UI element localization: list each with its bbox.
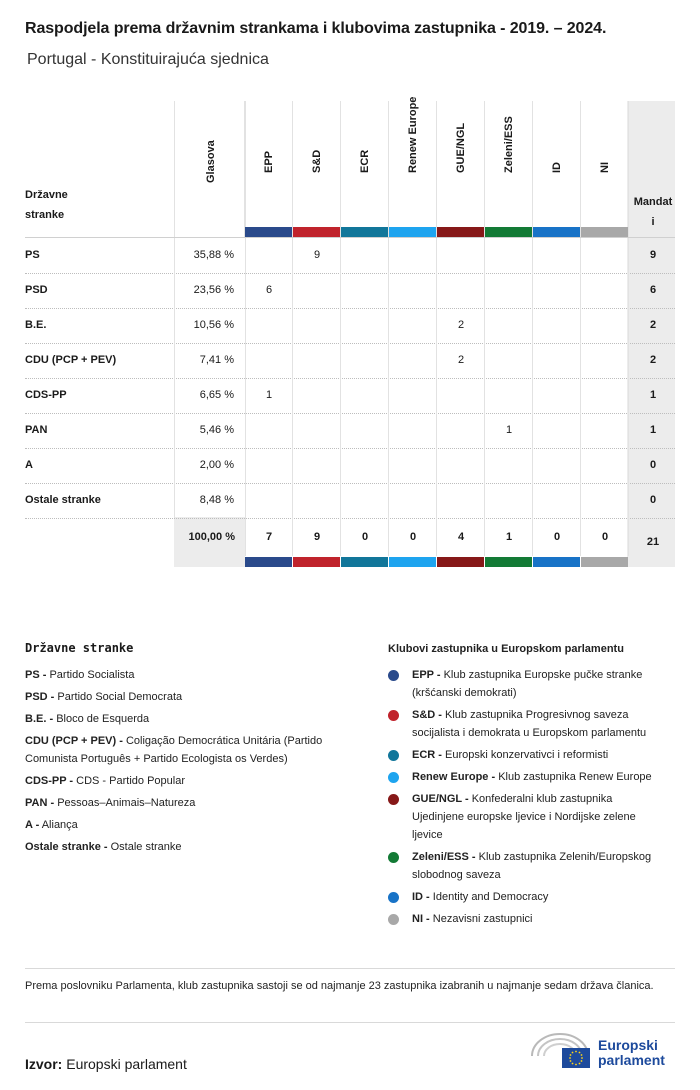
seat-count <box>533 448 581 483</box>
seat-count <box>581 448 629 483</box>
seat-count: 9 <box>313 249 321 261</box>
column-divider <box>174 273 175 308</box>
seat-count: 1 <box>505 424 513 436</box>
party-column-header <box>25 185 68 225</box>
party-full-name: Bloco de Esquerda <box>56 713 150 725</box>
column-divider <box>436 101 437 237</box>
seat-count <box>293 273 341 308</box>
group-full-name: Klub zastupnika Progresivnog saveza <box>445 709 629 721</box>
table-row <box>25 448 675 484</box>
source-value: Europski parlament <box>66 1056 187 1072</box>
group-abbr: EPP - <box>412 669 441 681</box>
group-legend-item <box>412 746 682 764</box>
group-color-dot <box>388 750 399 761</box>
group-full-name: Klub zastupnika Zelenih/Europskog <box>478 851 652 863</box>
table-row <box>25 413 675 449</box>
group-color-bar <box>437 227 484 237</box>
seat-count: 6 <box>265 284 273 296</box>
party-abbr: Ostale stranke - <box>25 841 108 853</box>
party-abbr: A - <box>25 819 40 831</box>
footnote: Prema poslovniku Parlamenta, klub zastupnika sastoji se od najmanje 23 zastupnika izabranih u najmanje sedam država članica. <box>25 980 654 992</box>
group-total: 9 <box>313 531 321 543</box>
seat-count <box>437 413 485 448</box>
party-name: B.E. <box>25 319 47 331</box>
seat-count <box>341 378 389 413</box>
mandates-header-line: i <box>651 216 655 228</box>
vote-share: 7,41 % <box>199 354 234 366</box>
group-color-dot <box>388 794 399 805</box>
seat-count <box>245 483 293 518</box>
column-divider <box>532 101 533 237</box>
seat-count <box>533 343 581 378</box>
mandate-total: 9 <box>649 249 657 261</box>
seat-count <box>437 448 485 483</box>
table-row <box>25 343 675 379</box>
party-abbr: PAN - <box>25 797 55 809</box>
group-full-name-cont: (kršćanski demokrati) <box>412 687 517 699</box>
seat-count <box>581 378 629 413</box>
seat-count <box>293 378 341 413</box>
group-full-name: Klub zastupnika Renew Europe <box>498 771 652 783</box>
source-label: Izvor: <box>25 1056 63 1072</box>
party-full-name: Aliança <box>41 819 78 831</box>
vote-share: 10,56 % <box>193 319 234 331</box>
seat-count <box>389 238 437 273</box>
seat-count <box>389 343 437 378</box>
seat-count <box>341 308 389 343</box>
vote-share: 6,65 % <box>199 389 234 401</box>
party-full-name: CDS - Partido Popular <box>76 775 185 787</box>
group-abbr: NI - <box>412 913 430 925</box>
group-abbr: Zeleni/ESS - <box>412 851 476 863</box>
seat-count <box>341 273 389 308</box>
group-color-dot <box>388 670 399 681</box>
seat-count <box>293 413 341 448</box>
seat-count <box>485 378 533 413</box>
party-full-name-cont: Comunista Português + Partido Ecologista os Verdes) <box>25 753 288 765</box>
seat-count <box>533 238 581 273</box>
source-line <box>25 1056 187 1072</box>
mandate-total: 2 <box>649 354 657 366</box>
column-divider <box>174 101 175 237</box>
group-color-dot <box>388 914 399 925</box>
divider <box>25 1022 675 1023</box>
seat-count <box>485 483 533 518</box>
group-color-bar <box>533 227 580 237</box>
group-color-bar <box>293 227 340 237</box>
party-full-name: Coligação Democrática Unitária (Partido <box>125 735 323 747</box>
group-color-bar <box>245 227 292 237</box>
seat-count <box>389 273 437 308</box>
group-header-epp: EPP <box>263 150 275 173</box>
mandate-total: 6 <box>649 284 657 296</box>
group-full-name: Nezavisni zastupnici <box>432 913 533 925</box>
seat-count <box>293 448 341 483</box>
group-color-bar <box>485 557 532 567</box>
table-row <box>25 378 675 414</box>
group-header-ni: NI <box>599 162 611 173</box>
ep-logo <box>528 1030 678 1075</box>
total-vote-share: 100,00 % <box>188 531 235 543</box>
page-subtitle: Portugal - Konstituirajuća sjednica <box>27 51 269 68</box>
group-total: 1 <box>505 531 513 543</box>
hemicycle-logo-icon <box>528 1030 592 1072</box>
seat-count <box>245 413 293 448</box>
vote-share: 5,46 % <box>199 424 234 436</box>
group-abbr: GUE/NGL - <box>412 793 469 805</box>
group-color-bar <box>293 557 340 567</box>
vote-share: 2,00 % <box>199 459 234 471</box>
vote-share: 23,56 % <box>193 284 234 296</box>
seat-count: 2 <box>457 319 465 331</box>
seat-count <box>293 308 341 343</box>
grand-total: 21 <box>646 536 660 548</box>
mandates-header <box>629 192 677 232</box>
group-legend-item <box>412 790 682 844</box>
party-name: PS <box>25 249 40 261</box>
seat-count <box>485 238 533 273</box>
seat-count <box>389 413 437 448</box>
party-full-name: Partido Social Democrata <box>57 691 183 703</box>
group-abbr: Renew Europe - <box>412 771 496 783</box>
seat-count <box>533 413 581 448</box>
column-divider <box>580 101 581 237</box>
group-color-dot <box>388 710 399 721</box>
group-color-dot <box>388 892 399 903</box>
column-divider <box>340 101 341 237</box>
group-color-dot <box>388 772 399 783</box>
group-legend-item <box>412 848 682 884</box>
divider <box>25 968 675 969</box>
party-header-line: Državne <box>25 189 68 201</box>
party-legend-item <box>25 688 365 706</box>
group-header-guengl: GUE/NGL <box>455 122 467 173</box>
seat-count <box>389 378 437 413</box>
party-legend-item <box>25 666 365 684</box>
column-divider <box>388 101 389 237</box>
table-row <box>25 483 675 519</box>
seat-count <box>293 483 341 518</box>
party-full-name: Partido Socialista <box>49 669 135 681</box>
groups-legend-title: Klubovi zastupnika u Europskom parlamentu <box>388 643 624 655</box>
group-color-dot <box>388 852 399 863</box>
seat-count <box>293 343 341 378</box>
party-name: PSD <box>25 284 48 296</box>
party-abbr: CDS-PP - <box>25 775 74 787</box>
seat-count <box>341 413 389 448</box>
seat-count <box>485 343 533 378</box>
group-total: 0 <box>601 531 609 543</box>
seat-count: 2 <box>457 354 465 366</box>
party-name: CDU (PCP + PEV) <box>25 354 117 366</box>
group-total: 7 <box>265 531 273 543</box>
seat-count <box>245 343 293 378</box>
seat-count <box>341 483 389 518</box>
table-row <box>25 273 675 309</box>
seat-count: 1 <box>265 389 273 401</box>
party-full-name: Pessoas–Animais–Natureza <box>57 797 196 809</box>
mandate-total: 0 <box>649 459 657 471</box>
mandates-header-line: Mandat <box>633 196 673 208</box>
group-header-sd: S&D <box>311 149 323 173</box>
seat-count <box>485 308 533 343</box>
vote-share: 8,48 % <box>199 494 234 506</box>
group-color-bar <box>341 557 388 567</box>
seat-count <box>485 273 533 308</box>
vote-share: 35,88 % <box>193 249 234 261</box>
group-legend-item <box>412 910 682 928</box>
group-total: 4 <box>457 531 465 543</box>
column-divider <box>174 413 175 448</box>
mandate-total: 0 <box>649 494 657 506</box>
seat-count <box>245 308 293 343</box>
seat-count <box>533 378 581 413</box>
group-header-reneweurope: Renew Europe <box>407 96 419 173</box>
seat-count <box>581 308 629 343</box>
column-divider <box>245 101 246 237</box>
group-header-zeleniess: Zeleni/ESS <box>503 116 515 173</box>
group-color-bar <box>245 557 292 567</box>
group-full-name: Identity and Democracy <box>432 891 549 903</box>
group-total: 0 <box>553 531 561 543</box>
mandate-total: 1 <box>649 389 657 401</box>
group-full-name-cont: slobodnog saveza <box>412 869 501 881</box>
party-abbr: CDU (PCP + PEV) - <box>25 735 123 747</box>
group-full-name: Konfederalni klub zastupnika <box>471 793 613 805</box>
group-legend-item <box>412 666 682 702</box>
party-legend-item <box>25 772 365 790</box>
totals-row <box>25 518 675 556</box>
group-color-bar <box>581 557 628 567</box>
seat-count <box>581 343 629 378</box>
table-row <box>25 238 675 274</box>
seat-count <box>533 308 581 343</box>
seat-count <box>581 273 629 308</box>
seat-count <box>341 448 389 483</box>
page-title: Raspodjela prema državnim strankama i klubovima zastupnika - 2019. – 2024. <box>25 20 607 37</box>
party-name: Ostale stranke <box>25 494 101 506</box>
group-abbr: S&D - <box>412 709 442 721</box>
group-color-bar <box>341 227 388 237</box>
party-name: PAN <box>25 424 48 436</box>
group-full-name-cont: ljevice <box>412 829 443 841</box>
group-full-name: Europski konzervativci i reformisti <box>445 749 609 761</box>
group-total: 0 <box>409 531 417 543</box>
column-divider <box>174 343 175 378</box>
party-name: CDS-PP <box>25 389 67 401</box>
party-abbr: B.E. - <box>25 713 54 725</box>
seat-count <box>389 308 437 343</box>
group-total: 0 <box>361 531 369 543</box>
votes-header: Glasova <box>205 140 217 183</box>
column-divider <box>174 238 175 273</box>
seat-count <box>437 238 485 273</box>
group-color-bar <box>389 227 436 237</box>
party-name: A <box>25 459 33 471</box>
column-divider <box>174 378 175 413</box>
party-full-name: Ostale stranke <box>110 841 182 853</box>
group-full-name: Klub zastupnika Europske pučke stranke <box>443 669 643 681</box>
group-color-bar <box>485 227 532 237</box>
group-header-id: ID <box>551 162 563 173</box>
column-divider <box>292 101 293 237</box>
seat-count <box>245 448 293 483</box>
group-header-ecr: ECR <box>359 149 371 173</box>
parties-legend-title: Državne stranke <box>25 641 134 655</box>
seat-count <box>341 238 389 273</box>
party-legend-item <box>25 838 365 856</box>
party-header-line: stranke <box>25 209 65 221</box>
column-divider <box>174 308 175 343</box>
seat-count <box>437 378 485 413</box>
table-row <box>25 308 675 344</box>
group-legend-item <box>412 706 682 742</box>
column-divider <box>174 483 175 518</box>
group-full-name-cont: socijalista i demokrata u Europskom parlamentu <box>412 727 647 739</box>
seat-count <box>437 273 485 308</box>
group-color-bar <box>581 227 628 237</box>
party-legend-item <box>25 732 365 768</box>
party-legend-item <box>25 794 365 812</box>
group-color-bar <box>533 557 580 567</box>
seat-count <box>437 483 485 518</box>
seat-count <box>581 483 629 518</box>
group-color-bar <box>437 557 484 567</box>
seat-count <box>533 483 581 518</box>
seat-count <box>485 448 533 483</box>
mandate-total: 1 <box>649 424 657 436</box>
seat-count <box>581 413 629 448</box>
mandate-total: 2 <box>649 319 657 331</box>
group-legend-item <box>412 768 682 786</box>
group-full-name-cont: Ujedinjene europske ljevice i Nordijske zelene <box>412 811 636 823</box>
group-legend-item <box>412 888 682 906</box>
column-divider <box>244 101 245 237</box>
group-abbr: ID - <box>412 891 430 903</box>
group-abbr: ECR - <box>412 749 442 761</box>
column-divider <box>174 448 175 483</box>
seat-count <box>245 238 293 273</box>
party-legend-item <box>25 816 365 834</box>
seat-count <box>389 448 437 483</box>
party-legend-item <box>25 710 365 728</box>
column-divider <box>484 101 485 237</box>
party-abbr: PSD - <box>25 691 55 703</box>
logo-text: Europski parlament <box>598 1037 665 1068</box>
seat-count <box>581 238 629 273</box>
group-color-bar <box>389 557 436 567</box>
seat-count <box>389 483 437 518</box>
seat-count <box>533 273 581 308</box>
party-abbr: PS - <box>25 669 47 681</box>
seat-count <box>341 343 389 378</box>
